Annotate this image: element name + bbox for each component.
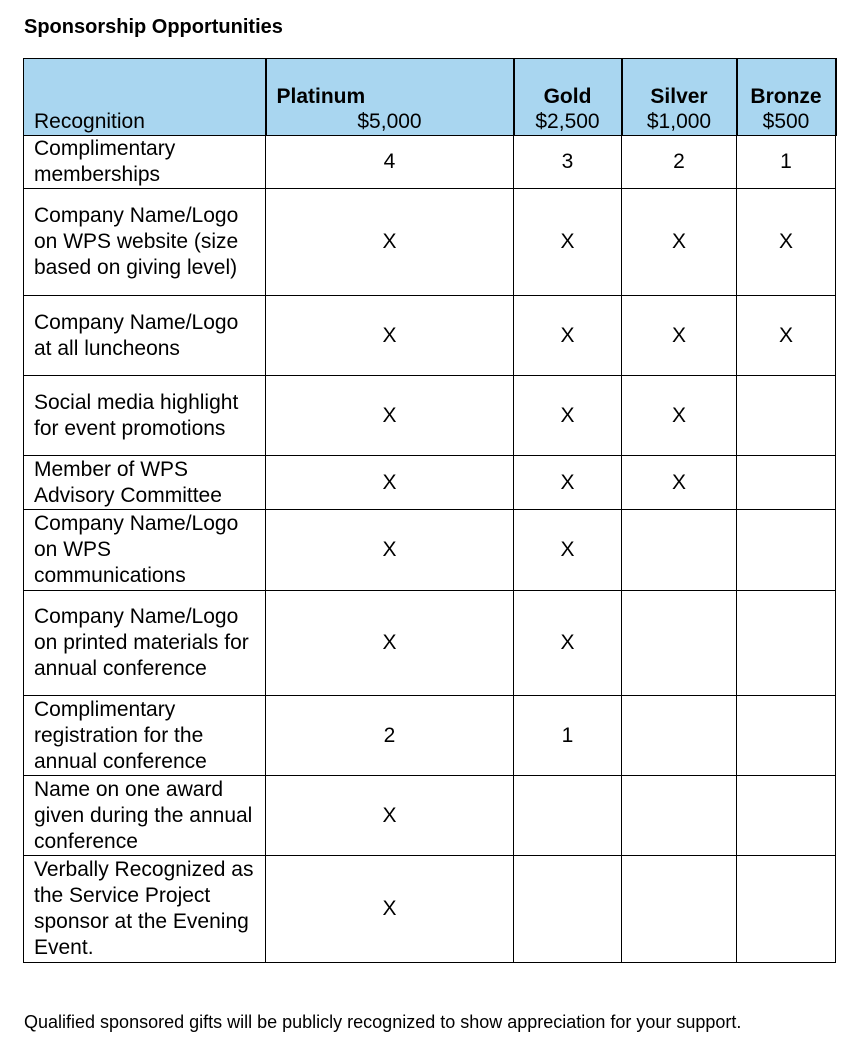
footer-note: Qualified sponsored gifts will be publicly recognized to show appreciation for your support. (24, 1012, 742, 1032)
benefit-value: X (514, 189, 622, 296)
header-cell (266, 59, 514, 86)
table-header-blank-row (24, 59, 836, 86)
benefit-value: X (266, 189, 514, 296)
table-row (24, 189, 836, 296)
sponsorship-table (23, 58, 837, 963)
benefit-value: 1 (514, 696, 622, 776)
benefit-value (737, 591, 836, 696)
benefit-value (622, 856, 737, 963)
tier-price-silver: $1,000 (622, 109, 737, 136)
benefit-value: X (514, 376, 622, 456)
benefit-value (737, 696, 836, 776)
benefit-value: X (622, 189, 737, 296)
benefit-value: X (622, 456, 737, 510)
tier-name-bronze: Bronze (737, 85, 836, 109)
tier-name-row (24, 85, 836, 109)
benefit-value: X (266, 456, 514, 510)
benefit-value: X (737, 189, 836, 296)
benefit-value: 1 (737, 136, 836, 189)
benefit-value (737, 856, 836, 963)
recognition-header: Recognition (24, 109, 266, 136)
table-row (24, 376, 836, 456)
benefit-value: X (266, 376, 514, 456)
header-cell (24, 85, 266, 109)
tier-price-row (24, 109, 836, 136)
benefit-value: X (622, 296, 737, 376)
benefit-value: X (266, 510, 514, 591)
tier-name-silver: Silver (622, 85, 737, 109)
header-cell (622, 59, 737, 86)
benefit-value (737, 456, 836, 510)
benefit-value (514, 776, 622, 856)
benefit-value: 4 (266, 136, 514, 189)
benefit-value: 2 (622, 136, 737, 189)
table-row (24, 696, 836, 776)
benefit-label: Company Name/Logo on WPS website (size based on giving level) (24, 189, 266, 296)
benefit-value (737, 376, 836, 456)
table-row (24, 296, 836, 376)
benefit-label: Member of WPS Advisory Committee (24, 456, 266, 510)
benefit-label: Complimentary registration for the annual conference (24, 696, 266, 776)
header-cell (24, 59, 266, 86)
benefit-value: X (514, 510, 622, 591)
table-row (24, 776, 836, 856)
benefit-value: X (514, 591, 622, 696)
benefit-label: Complimentary memberships (24, 136, 266, 189)
benefit-label: Name on one award given during the annual conference (24, 776, 266, 856)
benefit-value: X (737, 296, 836, 376)
tier-price-gold: $2,500 (514, 109, 622, 136)
benefit-value (622, 776, 737, 856)
benefit-value: X (266, 776, 514, 856)
table-row (24, 456, 836, 510)
tier-name-gold: Gold (514, 85, 622, 109)
benefit-value: X (514, 296, 622, 376)
benefit-value (622, 510, 737, 591)
tier-price-bronze: $500 (737, 109, 836, 136)
benefit-value: X (266, 591, 514, 696)
benefit-value: 2 (266, 696, 514, 776)
benefit-value (622, 696, 737, 776)
benefit-label: Company Name/Logo on printed materials for annual conference (24, 591, 266, 696)
benefit-value: 3 (514, 136, 622, 189)
benefit-value (737, 776, 836, 856)
header-cell (514, 59, 622, 86)
benefit-value (737, 510, 836, 591)
benefit-label: Social media highlight for event promotions (24, 376, 266, 456)
benefit-label: Verbally Recognized as the Service Project sponsor at the Evening Event. (24, 856, 266, 963)
benefit-value: X (622, 376, 737, 456)
table-row (24, 856, 836, 963)
benefit-value: X (514, 456, 622, 510)
table-row (24, 136, 836, 189)
tier-name-platinum: Platinum (266, 85, 514, 109)
benefit-value (514, 856, 622, 963)
benefit-value (622, 591, 737, 696)
table-row (24, 591, 836, 696)
page-title: Sponsorship Opportunities (24, 16, 283, 38)
benefit-label: Company Name/Logo on WPS communications (24, 510, 266, 591)
benefit-value: X (266, 296, 514, 376)
benefit-label: Company Name/Logo at all luncheons (24, 296, 266, 376)
header-cell (737, 59, 836, 86)
tier-price-platinum: $5,000 (266, 109, 514, 136)
benefit-value: X (266, 856, 514, 963)
table-row (24, 510, 836, 591)
